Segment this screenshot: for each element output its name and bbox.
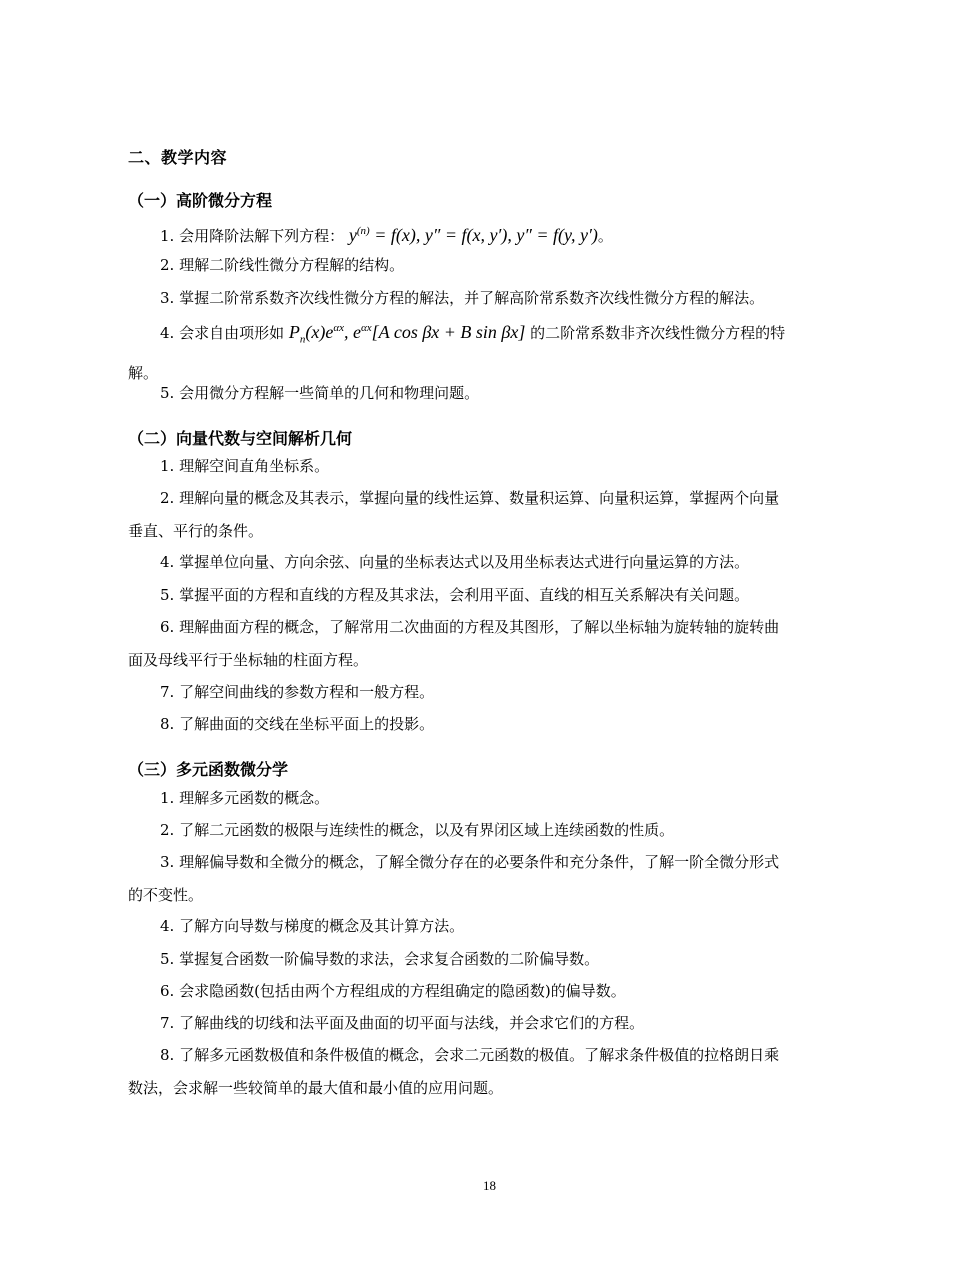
item-text: 1. 会用降阶法解下列方程：	[160, 227, 345, 245]
item-1-3: 3. 掌握二阶常系数齐次线性微分方程的解法，并了解高阶常系数齐次线性微分方程的解法。	[160, 289, 765, 307]
equation-reduction: $y^{(n)} = f(x)$, y″ = f(x, y′), y″ = f(y, y′)	[348, 225, 598, 245]
item-2-5: 5. 掌握平面的方程和直线的方程及其求法，会利用平面、直线的相互关系解决有关问题。	[160, 586, 750, 604]
item-3-3: 3. 理解偏导数和全微分的概念，了解全微分存在的必要条件和充分条件，了解一阶全微分形式 的不变性。	[128, 853, 780, 904]
item-2-6: 6. 理解曲面方程的概念，了解常用二次曲面的方程及其图形，了解以坐标轴为旋转轴的旋转曲 面及母线平行于坐标轴的柱面方程。	[128, 618, 780, 669]
equation-free-term: $P_n(x)e^{\alpha x}$, $e^{\alpha x}[A$ cos βx + B sin βx]	[288, 322, 526, 346]
item-text: 4. 会求自由项形如	[160, 324, 285, 342]
item-3-7: 7. 了解曲线的切线和法平面及曲面的切平面与法线，并会求它们的方程。	[160, 1014, 645, 1032]
item-3-4: 4. 了解方向导数与梯度的概念及其计算方法。	[160, 917, 465, 935]
item-2-2: 2. 理解向量的概念及其表示，掌握向量的线性运算、数量积运算、向量积运算，掌握两个向量 垂直、平行的条件。	[128, 489, 780, 540]
section-title: 二、教学内容	[128, 148, 228, 167]
item-1-5: 5. 会用微分方程解一些简单的几何和物理问题。	[160, 384, 480, 402]
section-heading-2: （二）向量代数与空间解析几何	[128, 429, 353, 448]
item-1-2: 2. 理解二阶线性微分方程解的结构。	[160, 256, 405, 274]
item-2-8: 8. 了解曲面的交线在坐标平面上的投影。	[160, 715, 435, 733]
item-3-8: 8. 了解多元函数极值和条件极值的概念，会求二元函数的极值。了解求条件极值的拉格朗日乘 数法，会求解一些较简单的最大值和最小值的应用问题。	[128, 1046, 780, 1097]
item-1-1	[128, 215, 854, 253]
item-2-1: 1. 理解空间直角坐标系。	[160, 457, 330, 475]
item-3-6: 6. 会求隐函数(包括由两个方程组成的方程组确定的隐函数)的偏导数。	[160, 982, 626, 1000]
item-2-4: 4. 掌握单位向量、方向余弦、向量的坐标表达式以及用坐标表达式进行向量运算的方法。	[160, 553, 750, 571]
item-tail: 。	[597, 227, 613, 245]
section-heading-1: （一）高阶微分方程	[128, 191, 273, 210]
page-number: 18	[483, 1178, 496, 1193]
section-heading-3: （三）多元函数微分学	[128, 760, 289, 779]
item-continuation: 解。	[128, 363, 159, 382]
item-3-1: 1. 理解多元函数的概念。	[160, 789, 330, 807]
item-2-7: 7. 了解空间曲线的参数方程和一般方程。	[160, 683, 435, 701]
item-3-5: 5. 掌握复合函数一阶偏导数的求法，会求复合函数的二阶偏导数。	[160, 950, 600, 968]
item-tail: 的二阶常系数非齐次线性微分方程的特	[530, 324, 786, 342]
item-3-2: 2. 了解二元函数的极限与连续性的概念，以及有界闭区域上连续函数的性质。	[160, 821, 675, 839]
